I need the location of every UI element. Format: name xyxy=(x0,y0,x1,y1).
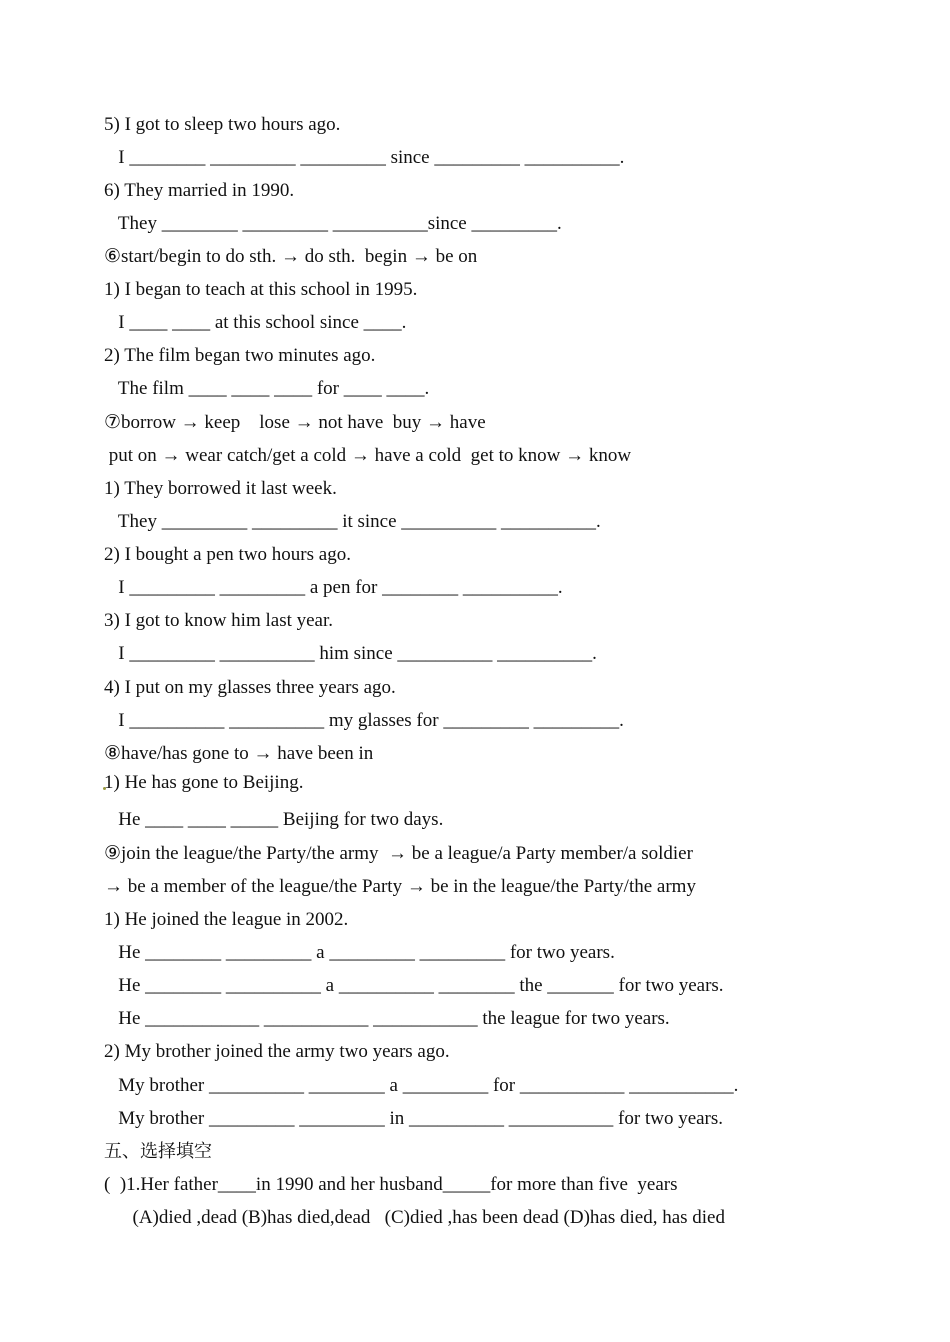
exercise-5-blanks: I ________ _________ _________ since _________ __________. xyxy=(104,147,625,168)
rule-8-ex1-blanks: He ____ ____ _____ Beijing for two days. xyxy=(104,809,444,830)
rule-7-ex2-prompt: 2) I bought a pen two hours ago. xyxy=(104,544,351,565)
choice-question-1-options: (A)died ,dead (B)has died,dead (C)died ,has been dead (D)has died, has died xyxy=(104,1207,725,1228)
rule-7-heading: ⑦borrow → keep lose → not have buy → have xyxy=(104,412,486,433)
section-5-heading: 五、选择填空 xyxy=(104,1141,212,1162)
rule-6-heading: ⑥start/begin to do sth. → do sth. begin → be on xyxy=(104,246,478,267)
rule-7-ex3-blanks: I _________ __________ him since __________ __________. xyxy=(104,643,597,664)
rule-6-ex2-blanks: The film ____ ____ ____ for ____ ____. xyxy=(104,378,430,399)
rule-7-ex3-prompt: 3) I got to know him last year. xyxy=(104,610,334,631)
rule-7-ex2-blanks: I _________ _________ a pen for ________ __________. xyxy=(104,577,563,598)
rule-9-ex2-blanks-b: My brother _________ _________ in __________ ___________ for two years. xyxy=(104,1108,724,1129)
rule-8-ex1-prompt: 1) He has gone to Beijing. xyxy=(104,772,304,793)
rule-9-ex1-blanks-c: He ____________ ___________ ___________ the league for two years. xyxy=(104,1008,670,1029)
rule-9-heading: ⑨join the league/the Party/the army → be a league/a Party member/a soldier xyxy=(104,843,693,864)
exercise-6-prompt: 6) They married in 1990. xyxy=(104,180,295,201)
rule-9-ex1-blanks-a: He ________ _________ a _________ _________ for two years. xyxy=(104,942,615,963)
rule-7-ex1-prompt: 1) They borrowed it last week. xyxy=(104,478,337,499)
rule-9-heading-cont: → be a member of the league/the Party → be in the league/the Party/the army xyxy=(104,876,696,897)
rule-7-ex4-blanks: I __________ __________ my glasses for _________ _________. xyxy=(104,710,624,731)
rule-9-ex2-prompt: 2) My brother joined the army two years ago. xyxy=(104,1041,450,1062)
rule-7-ex4-prompt: 4) I put on my glasses three years ago. xyxy=(104,677,396,698)
rule-6-ex1-blanks: I ____ ____ at this school since ____. xyxy=(104,312,407,333)
exercise-5-prompt: 5) I got to sleep two hours ago. xyxy=(104,114,341,135)
choice-question-1: ( )1.Her father____in 1990 and her husband_____for more than five years xyxy=(104,1174,678,1195)
rule-9-ex1-blanks-b: He ________ __________ a __________ ________ the _______ for two years. xyxy=(104,975,724,996)
rule-9-ex1-prompt: 1) He joined the league in 2002. xyxy=(104,909,349,930)
rule-9-ex2-blanks-a: My brother __________ ________ a _________ for ___________ ___________. xyxy=(104,1075,739,1096)
rule-6-ex2-prompt: 2) The film began two minutes ago. xyxy=(104,345,376,366)
rule-8-heading: ⑧have/has gone to → have been in xyxy=(104,743,374,764)
exercise-6-blanks: They ________ _________ __________since _________. xyxy=(104,213,562,234)
rule-6-ex1-prompt: 1) I began to teach at this school in 1995. xyxy=(104,279,418,300)
rule-7-heading-cont: put on → wear catch/get a cold → have a cold get to know → know xyxy=(104,445,632,466)
rule-7-ex1-blanks: They _________ _________ it since __________ __________. xyxy=(104,511,601,532)
